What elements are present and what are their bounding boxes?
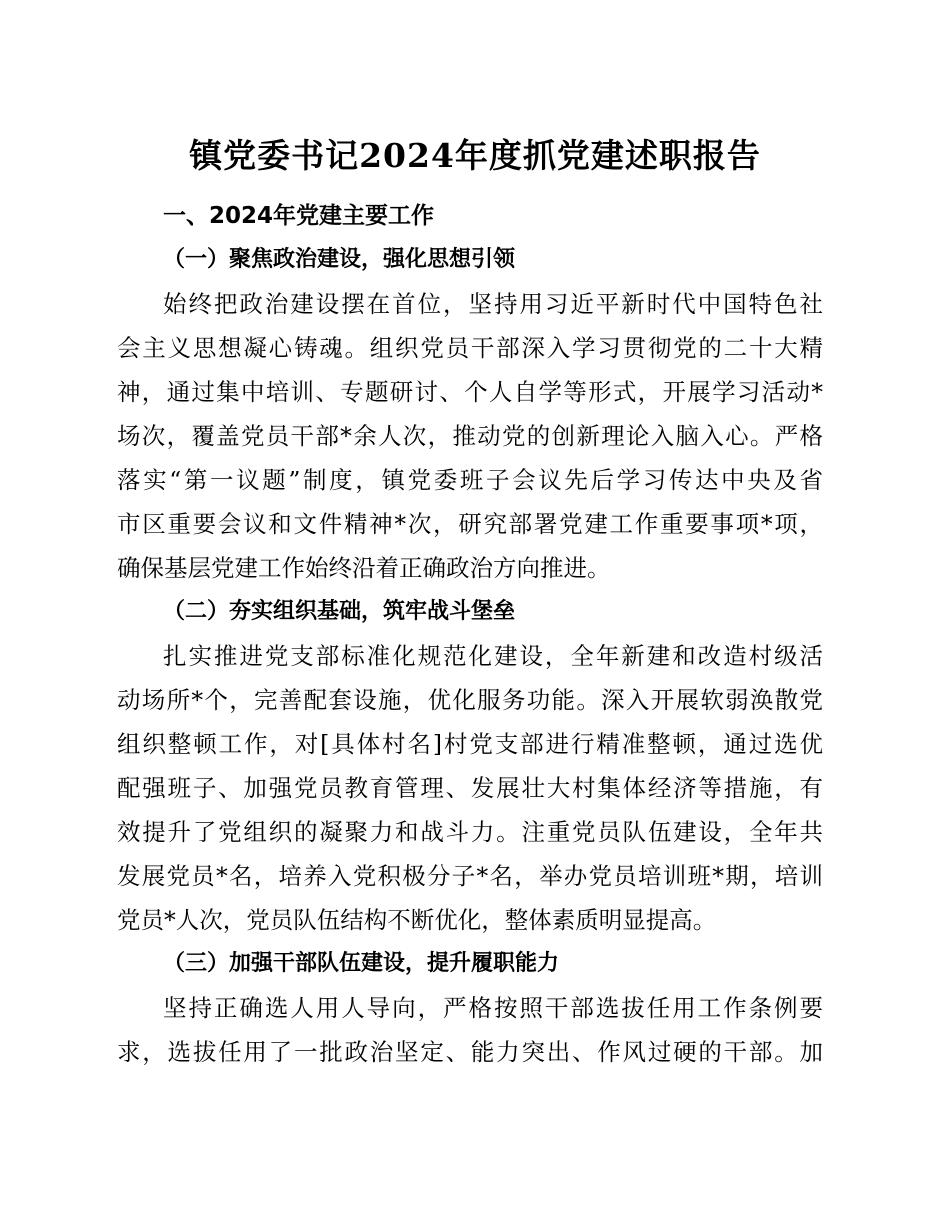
paragraph-line: 党员*人次，党员队伍结构不断优化，整体素质明显提高。 <box>117 906 717 934</box>
paragraph-line: 场次，覆盖党员干部*余人次，推动党的创新理论入脑入心。严格 <box>117 422 823 450</box>
paragraph-line: 神，通过集中培训、专题研讨、个人自学等形式，开展学习活动* <box>117 378 823 406</box>
paragraph-line: 市区重要会议和文件精神*次，研究部署党建工作重要事项*项， <box>117 510 823 538</box>
paragraph-line: 坚持正确选人用人导向，严格按照干部选拔任用工作条例要 <box>163 994 823 1022</box>
paragraph-line: 效提升了党组织的凝聚力和战斗力。注重党员队伍建设，全年共 <box>117 818 823 846</box>
paragraph-line: 确保基层党建工作始终沿着正确政治方向推进。 <box>117 554 611 582</box>
paragraph-line: 扎实推进党支部标准化规范化建设，全年新建和改造村级活 <box>163 642 823 670</box>
paragraph-line: 组织整顿工作，对[具体村名]村党支部进行精准整顿，通过选优 <box>117 730 823 758</box>
subsection-heading-3: （三）加强干部队伍建设，提升履职能力 <box>163 951 560 976</box>
subsection-heading-1: （一）聚焦政治建设，强化思想引领 <box>163 247 516 272</box>
paragraph-line: 动场所*个，完善配套设施，优化服务功能。深入开展软弱涣散党 <box>117 686 823 714</box>
paragraph-line: 求，选拔任用了一批政治坚定、能力突出、作风过硬的干部。加 <box>117 1038 823 1066</box>
paragraph-line: 配强班子、加强党员教育管理、发展壮大村集体经济等措施，有 <box>117 774 823 802</box>
paragraph-line: 发展党员*名，培养入党积极分子*名，举办党员培训班*期，培训 <box>117 862 823 890</box>
subsection-heading-2: （二）夯实组织基础，筑牢战斗堡垒 <box>163 599 516 624</box>
paragraph-line: 始终把政治建设摆在首位，坚持用习近平新时代中国特色社 <box>163 290 823 318</box>
paragraph-line: 落实“第一议题”制度，镇党委班子会议先后学习传达中央及省 <box>117 466 823 494</box>
document-title: 镇党委书记2024年度抓党建述职报告 <box>189 136 761 175</box>
section-heading: 一、2024年党建主要工作 <box>163 203 435 229</box>
paragraph-line: 会主义思想凝心铸魂。组织党员干部深入学习贯彻党的二十大精 <box>117 334 823 362</box>
